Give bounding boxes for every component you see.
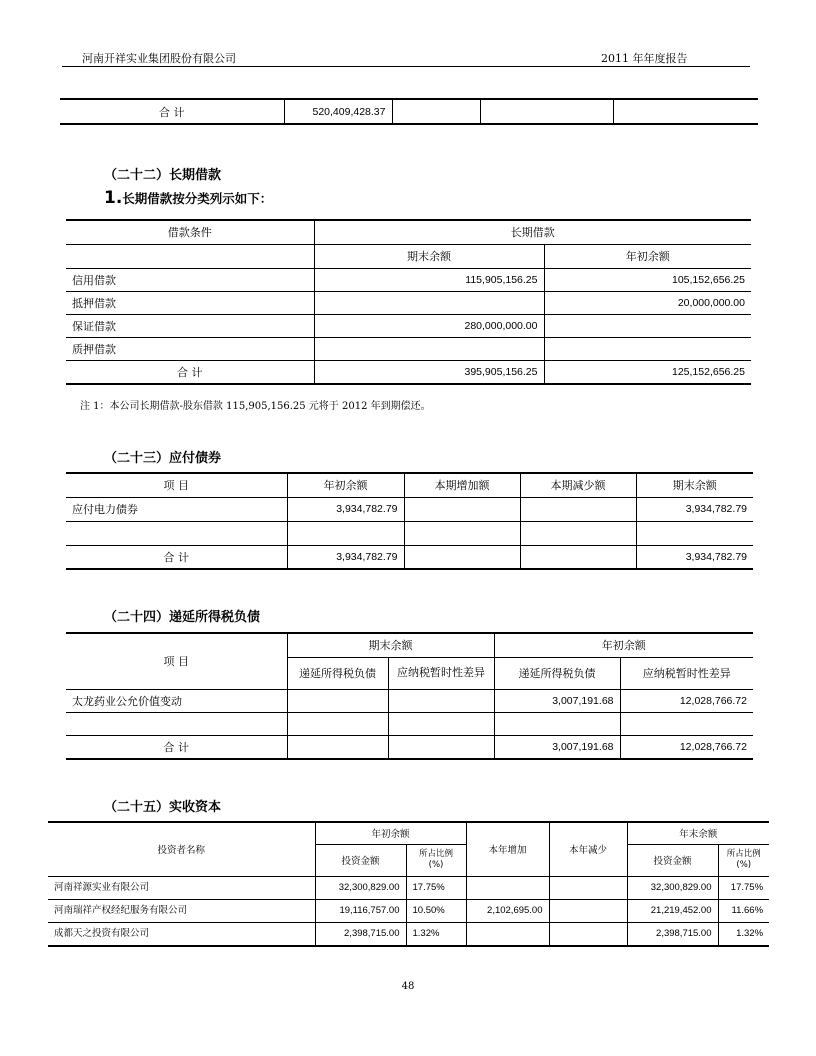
bonds-payable-table: 项 目 年初余额 本期增加额 本期减少额 期末余额 应付电力债券 3,934,782.79 3,934,782.79 合 计 3,934,782.79 3,934,782.79 (66, 472, 753, 570)
table-total-row: 合 计 395,905,156.25 125,152,656.25 (66, 360, 751, 384)
head-begin-balance: 年初余额 (315, 822, 466, 844)
section-22-subtitle: 1.长期借款按分类列示如下： (104, 188, 273, 208)
table-row (60, 99, 758, 124)
head-decrease: 本年减少 (549, 822, 627, 876)
table-row (66, 712, 753, 735)
head-end-balance: 期末余额 (287, 633, 494, 657)
table-row: 保证借款 280,000,000.00 (66, 314, 751, 337)
total-label: 合 计 (159, 105, 185, 119)
table-total-row: 合 计 3,007,191.68 12,028,766.72 (66, 735, 753, 759)
section-22-title: （二十二）长期借款 (104, 168, 222, 183)
table-row: 抵押借款 20,000,000.00 (66, 291, 751, 314)
head-begin-balance: 年初余额 (494, 633, 753, 657)
head-long-term-loan: 长期借款 (314, 220, 751, 244)
table-row: 质押借款 (66, 337, 751, 360)
head-item: 项 目 (163, 655, 189, 669)
head-end-balance: 期末余额 (314, 244, 544, 268)
table-row: 成都天之投资有限公司 2,398,715.00 1.32% 2,398,715.00 1.32% (48, 922, 769, 946)
total-value: 520,409,428.37 (284, 99, 392, 124)
header-report-title: 2011 年年度报告 (601, 52, 688, 65)
page-number: 48 (401, 981, 415, 992)
table-row: 河南瑞祥产权经纪服务有限公司 19,116,757.00 10.50% 2,102,695.00 21,219,452.00 11.66% (48, 899, 769, 922)
section-22-note: 注 1：本公司长期借款-股东借款 115,905,156.25 元将于 2012 年到期偿还。 (80, 401, 431, 412)
table-row: 太龙药业公允价值变动 3,007,191.68 12,028,766.72 (66, 689, 753, 712)
header-divider (62, 66, 750, 67)
section-23-title: （二十三）应付债券 (104, 451, 222, 466)
table-row: 应付电力债券 3,934,782.79 3,934,782.79 (66, 497, 753, 521)
head-begin-balance: 年初余额 (544, 244, 751, 268)
header-company: 河南开祥实业集团股份有限公司 (82, 52, 236, 65)
table-row: 河南祥源实业有限公司 32,300,829.00 17.75% 32,300,829.00 17.75% (48, 876, 769, 899)
head-investor: 投资者名称 (157, 845, 205, 857)
paid-in-capital-table: 投资者名称 年初余额 本年增加 本年减少 年末余额 投资金额 所占比例 (%) 投资金额 所占比例 (%) 河南祥源实业有限公司 32,300,829.00 17.75% 32,300,829.00 17.75% 河南瑞祥产权经纪服务有限公司 19,116,757.00 10.50% 2,102,695.00 21,219,452.00 11.66% 成都天之投资有限公司 2,398,715.00 1.32% 2,398,715.00 1.32% (48, 821, 769, 947)
head-condition: 借款条件 (167, 226, 212, 240)
head-end-balance: 年末余额 (627, 822, 769, 844)
section-25-title: （二十五）实收资本 (104, 800, 222, 815)
table-row: 信用借款 115,905,156.25 105,152,656.25 (66, 268, 751, 291)
table-row (66, 521, 753, 545)
top-total-table (60, 98, 758, 125)
table-total-row: 合 计 3,934,782.79 3,934,782.79 (66, 545, 753, 569)
section-24-title: （二十四）递延所得税负债 (104, 610, 261, 625)
deferred-tax-table: 项 目 期末余额 年初余额 递延所得税负债 应纳税暂时性差异 递延所得税负债 应纳税暂时性差异 太龙药业公允价值变动 3,007,191.68 12,028,766.72 合 计 3,007,191.68 12,028,766.72 (66, 632, 753, 760)
head-increase: 本年增加 (466, 822, 549, 876)
long-term-loan-table (66, 219, 751, 385)
